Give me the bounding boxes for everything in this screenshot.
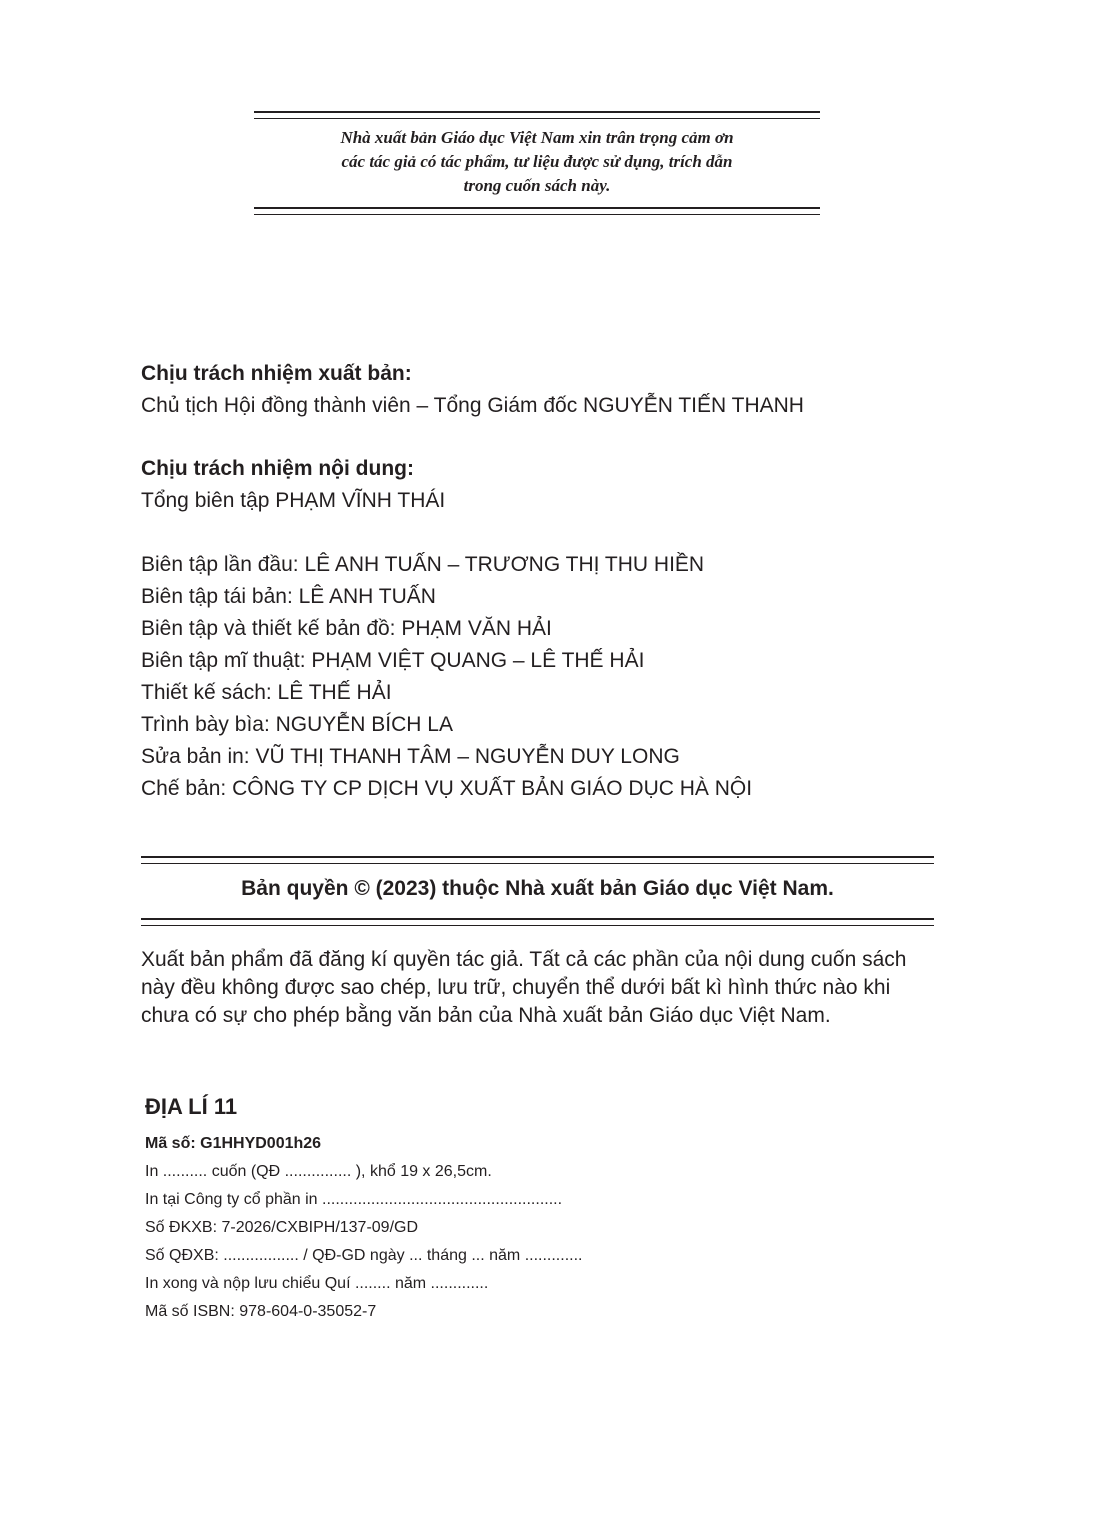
book-detail: In .......... cuốn (QĐ ............... ), khổ 19 x 26,5cm. <box>145 1163 492 1180</box>
ack-top-rule <box>254 111 820 119</box>
credit-line: Biên tập tái bản: LÊ ANH TUẤN <box>141 585 436 608</box>
book-code: Mã số: G1HHYD001h26 <box>145 1135 322 1152</box>
publishing-heading: Chịu trách nhiệm xuất bản: <box>141 362 412 385</box>
credit-line: Trình bày bìa: NGUYỄN BÍCH LA <box>141 713 453 736</box>
credit-line: Chế bản: CÔNG TY CP DỊCH VỤ XUẤT BẢN GIÁO DỤC HÀ NỘI <box>141 777 753 800</box>
book-detail: Mã số ISBN: 978-604-0-35052-7 <box>145 1303 377 1320</box>
book-title: ĐỊA LÍ 11 <box>145 1094 238 1119</box>
book-detail: Số ĐKXB: 7-2026/CXBIPH/137-09/GD <box>145 1219 419 1236</box>
credit-line: Biên tập mĩ thuật: PHẠM VIỆT QUANG – LÊ THẾ HẢI <box>141 649 645 672</box>
credit-line: Biên tập lần đầu: LÊ ANH TUẤN – TRƯƠNG THỊ THU HIỀN <box>141 553 705 576</box>
acknowledgement-text <box>270 126 804 198</box>
ack-line: các tác giả có tác phẩm, tư liệu được sử dụng, trích dẫn <box>341 152 733 171</box>
credit-line: Biên tập và thiết kế bản đồ: PHẠM VĂN HẢI <box>141 617 552 640</box>
content-heading: Chịu trách nhiệm nội dung: <box>141 457 414 480</box>
ack-line: trong cuốn sách này. <box>463 176 611 195</box>
book-detail: In xong và nộp lưu chiểu Quí ........ năm ............. <box>145 1275 489 1292</box>
book-detail: Số QĐXB: ................. / QĐ-GD ngày ... tháng ... năm ............. <box>145 1247 583 1264</box>
content-value: Tổng biên tập PHẠM VĨNH THÁI <box>141 489 446 512</box>
copyright-bottom-rule <box>141 918 934 926</box>
copyright-notice: Xuất bản phẩm đã đăng kí quyền tác giả. Tất cả các phần của nội dung cuốn sách này đều không được sao chép, lưu trữ, chuyển thể dưới bất kì hình thức nào khi chưa có sự cho phép bằng văn bản của Nhà xuất bản Giáo dục Việt Nam. <box>141 948 907 1027</box>
credit-line: Thiết kế sách: LÊ THẾ HẢI <box>141 681 392 704</box>
publishing-value: Chủ tịch Hội đồng thành viên – Tổng Giám đốc NGUYỄN TIẾN THANH <box>141 394 804 417</box>
copyright-top-rule <box>141 856 934 864</box>
ack-bottom-rule <box>254 207 820 215</box>
credit-line: Sửa bản in: VŨ THỊ THANH TÂM – NGUYỄN DUY LONG <box>141 745 680 768</box>
ack-line: Nhà xuất bản Giáo dục Việt Nam xin trân trọng cảm ơn <box>340 128 734 147</box>
book-detail: In tại Công ty cổ phần in ...................................................... <box>145 1191 563 1208</box>
copyright-statement: Bản quyền © (2023) thuộc Nhà xuất bản Giáo dục Việt Nam. <box>241 877 834 900</box>
